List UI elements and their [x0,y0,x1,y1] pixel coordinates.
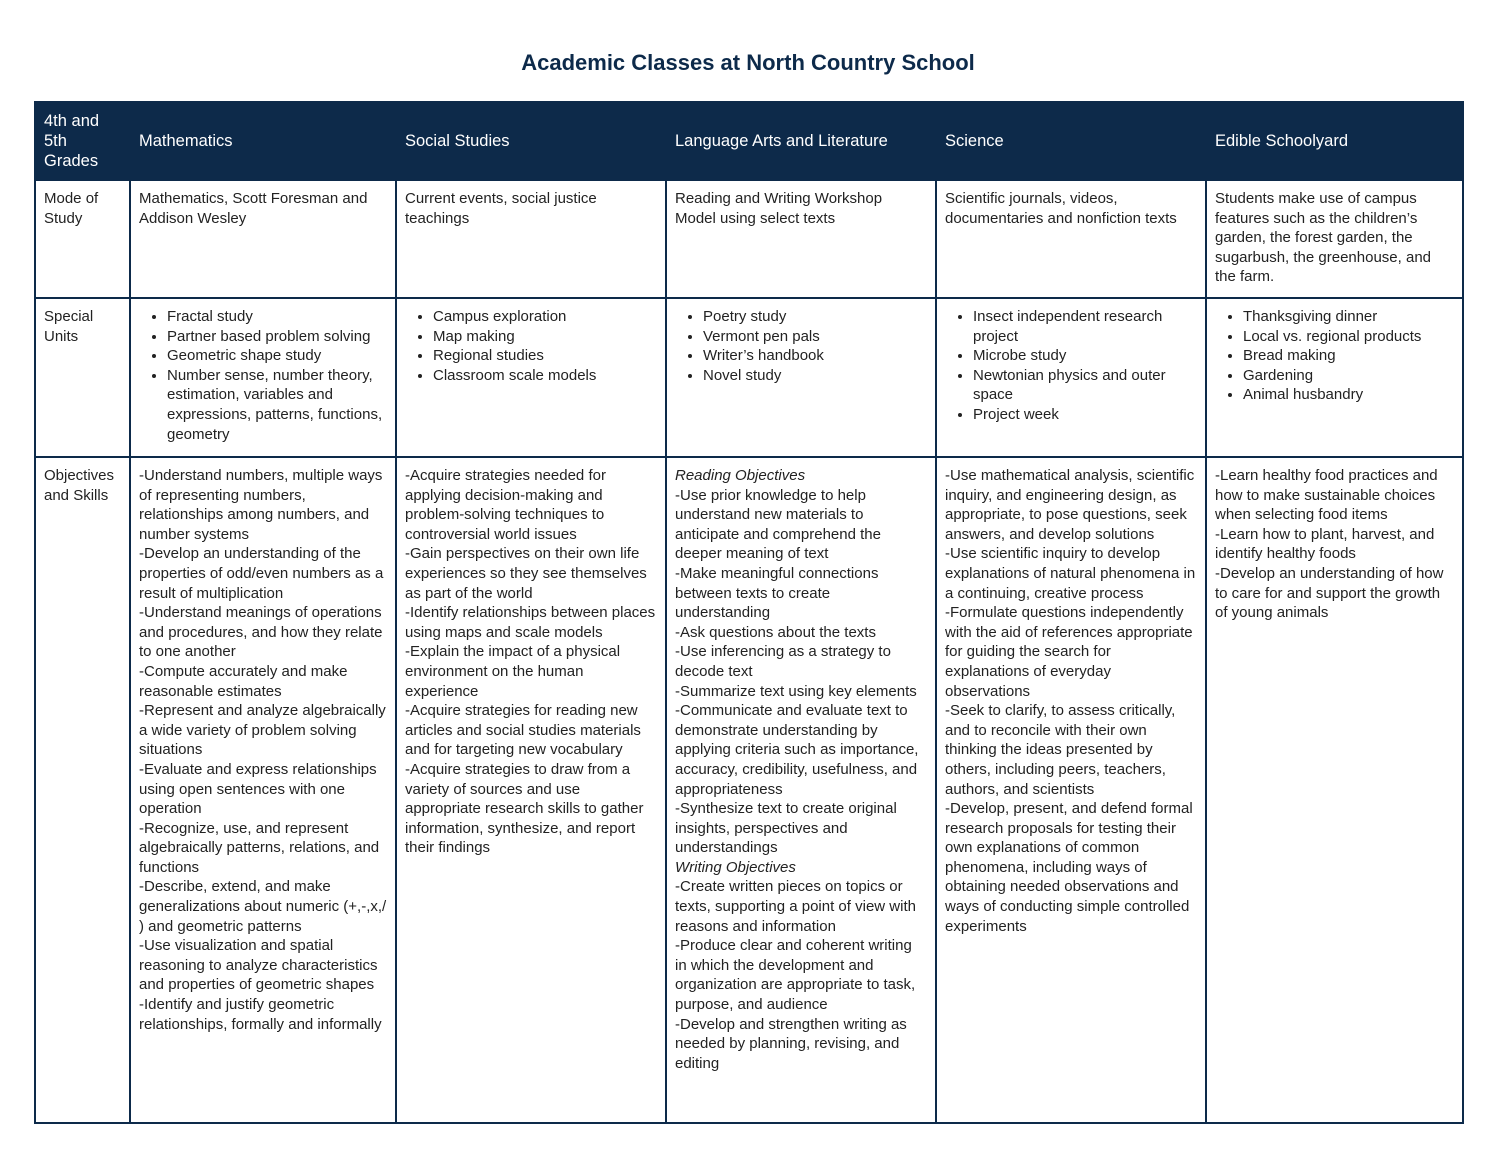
objective-line: -Use scientific inquiry to develop explanations of natural phenomena in a continuing, creative process [945,545,1196,602]
objective-line: -Use prior knowledge to help understand new materials to anticipate and comprehend the deeper meaning of text [675,486,881,563]
objective-line: -Describe, extend, and make generalizations about numeric (+,-,x,/ ) and geometric patterns [139,878,387,935]
objective-line: -Develop and strengthen writing as needed by planning, revising, and editing [675,1015,907,1072]
units-language-arts [666,298,936,457]
list-item: • Thanksgiving dinner [1243,307,1454,327]
reading-objectives-heading: Reading Objectives [675,467,806,484]
objective-line: -Develop an understanding of the properties of odd/even numbers as a result of multiplication [139,545,384,602]
objective-line: -Formulate questions independently with the aid of references appropriate for guiding the search for explanations of everyday observations [945,604,1193,700]
header-row [35,102,1463,180]
table-row-special-units [35,298,1463,457]
objectives-mathematics [130,457,396,1123]
objectives-lines [1215,466,1454,623]
objective-line: -Identify relationships between places using maps and scale models [405,604,656,641]
header-language-arts: Language Arts and Literature [666,102,936,180]
list-item: • Project week [973,405,1197,425]
units-edible-schoolyard [1206,298,1463,457]
objective-line: -Understand meanings of operations and procedures, and how they relate to one another [139,604,383,661]
objectives-language-arts [666,457,936,1123]
list-item: • Geometric shape study [167,346,387,366]
list-item: • Regional studies [433,346,657,366]
objective-line: -Seek to clarify, to assess critically, and to reconcile with their own thinking the ideas presented by others, including peers, teachers, authors, and scientists [945,702,1176,798]
list-item: • Poetry study [703,307,927,327]
list-item: • Number sense, number theory, estimation, variables and expressions, patterns, functions, geometry [167,366,387,444]
units-list [1215,307,1454,405]
objective-line: -Compute accurately and make reasonable estimates [139,662,348,700]
mode-social-studies: Current events, social justice teachings [396,180,666,298]
objectives-science [936,457,1206,1123]
mode-edible-schoolyard: Students make use of campus features such as the children’s garden, the forest garden, the sugarbush, the greenhouse, and the farm. [1206,180,1463,298]
objectives-lines [405,466,657,858]
list-item: • Vermont pen pals [703,327,927,347]
list-item: • Insect independent research project [973,307,1197,346]
header-corner: 4th and 5th Grades [35,102,130,180]
list-item: • Campus exploration [433,307,657,327]
list-item: • Animal husbandry [1243,385,1454,405]
list-item: • Newtonian physics and outer space [973,366,1197,405]
row-label-mode: Mode of Study [35,180,130,298]
objective-line: -Use inferencing as a strategy to decode text [675,643,891,680]
row-label-units: Special Units [35,298,130,457]
mode-science: Scientific journals, videos, documentaries and nonfiction texts [936,180,1206,298]
objective-line: -Make meaningful connections between texts to create understanding [675,564,879,622]
header-science: Science [936,102,1206,180]
row-label-objectives: Objectives and Skills [35,457,130,1123]
objective-line: -Understand numbers, multiple ways of representing numbers, relationships among numbers, and number systems [139,467,383,543]
header-edible-schoolyard: Edible Schoolyard [1206,102,1463,180]
list-item: • Novel study [703,366,927,386]
objectives-lines [675,877,927,1073]
units-science [936,298,1206,457]
objectives-edible-schoolyard [1206,457,1463,1123]
table-row-objectives [35,457,1463,1123]
list-item: • Classroom scale models [433,366,657,386]
header-mathematics: Mathematics [130,102,396,180]
units-list [675,307,927,385]
units-list [139,307,387,444]
table-row-mode-of-study [35,180,1463,298]
objectives-lines [945,466,1197,936]
units-mathematics [130,298,396,457]
objective-line: -Learn how to plant, harvest, and identify healthy foods [1215,525,1435,563]
objective-line: -Summarize text using key elements [675,682,917,700]
list-item: • Local vs. regional products [1243,327,1454,347]
objective-line: -Use mathematical analysis, scientific inquiry, and engineering design, as appropriate, to pose questions, seek answers, and develop solutions [945,467,1195,543]
list-item: • Microbe study [973,346,1197,366]
objective-line: -Identify and justify geometric relationships, formally and informally [139,996,382,1033]
objective-line: -Explain the impact of a physical environment on the human experience [405,643,621,700]
objective-line: -Synthesize text to create original insights, perspectives and understandings [675,800,897,857]
objective-line: -Ask questions about the texts [675,623,876,641]
writing-objectives-heading: Writing Objectives [675,858,796,876]
objective-line: -Develop, present, and defend formal research proposals for testing their own explanations of common phenomena, including ways of obtaining needed observations and ways of conducting simple controlled experiments [945,800,1193,935]
objective-line: -Gain perspectives on their own life experiences so they see themselves as part of the world [405,545,647,602]
mode-language-arts: Reading and Writing Workshop Model using select texts [666,180,936,298]
objective-line: -Develop an understanding of how to care for and support the growth of young animals [1215,564,1444,622]
list-item: • Gardening [1243,366,1454,386]
list-item: • Map making [433,327,657,347]
objective-line: -Recognize, use, and represent algebraically patterns, relations, and functions [139,819,380,876]
list-item: • Writer’s handbook [703,346,927,366]
objective-line: -Evaluate and express relationships using open sentences with one operation [139,760,377,818]
objective-line: -Acquire strategies needed for applying decision-making and problem-solving techniques to controversial world issues [405,467,606,543]
objective-line: -Acquire strategies for reading new articles and social studies materials and for targeting new vocabulary [405,702,641,759]
list-item: • Partner based problem solving [167,327,387,347]
classes-table [34,101,1464,1124]
objectives-social-studies [396,457,666,1123]
mode-mathematics: Mathematics, Scott Foresman and Addison Wesley [130,180,396,298]
list-item: • Bread making [1243,346,1454,366]
header-social-studies: Social Studies [396,102,666,180]
objective-line: -Represent and analyze algebraically a wide variety of problem solving situations [139,702,386,759]
objective-line: -Communicate and evaluate text to demonstrate understanding by applying criteria such as importance, accuracy, credibility, usefulness, and appropriateness [675,702,919,798]
objectives-lines [139,466,387,1034]
units-list [945,307,1197,425]
objective-line: -Produce clear and coherent writing in which the development and organization are appropriate to task, purpose, and audience [675,937,916,1014]
objective-line: -Acquire strategies to draw from a variety of sources and use appropriate research skills to gather information, synthesize, and report their findings [405,760,644,857]
objective-line: -Create written pieces on topics or texts, supporting a point of view with reasons and information [675,878,916,935]
objective-line: -Use visualization and spatial reasoning to analyze characteristics and properties of geometric shapes [139,937,378,994]
units-list [405,307,657,385]
list-item: • Fractal study [167,307,387,327]
page-title: Academic Classes at North Country School [521,50,975,75]
objectives-lines [675,486,927,858]
objective-line: -Learn healthy food practices and how to make sustainable choices when selecting food items [1215,467,1438,524]
units-social-studies [396,298,666,457]
